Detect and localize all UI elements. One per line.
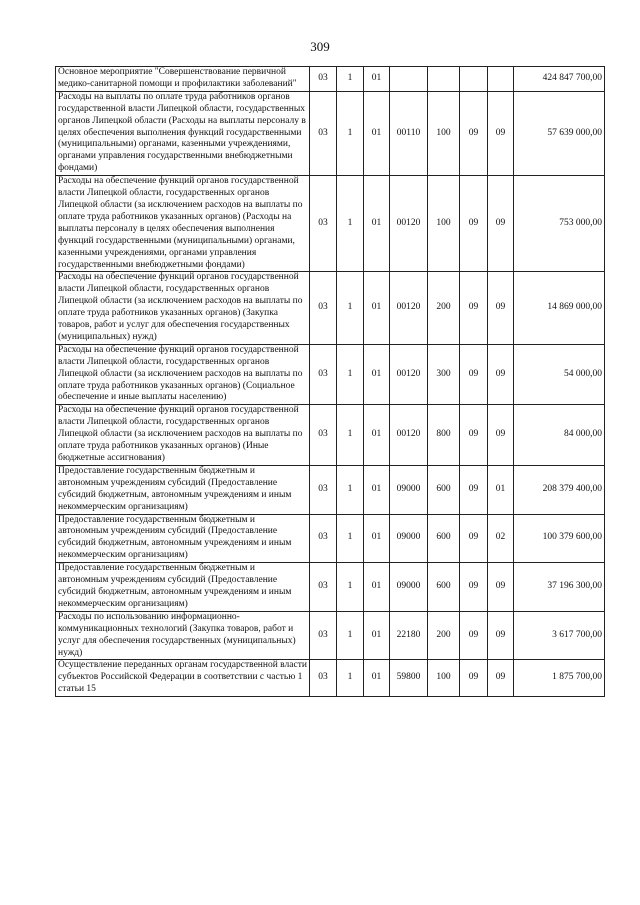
row-description: Расходы на обеспечение функций органов государственной власти Липецкой области, государственных органов Липецкой области (за исключением расходов на выплаты по оплате труда работников указанных органов) (Расходы на выплаты персоналу в целях обеспечения выполнения функций государственными (муниципальными) органами, казенными учреждениями, органами управления государственными внебюджетными фондами) [56, 176, 310, 272]
cell-rz: 09 [460, 465, 488, 514]
cell-pr: 09 [488, 176, 514, 272]
cell-amount: 3 617 700,00 [514, 611, 605, 660]
cell-amount: 54 000,00 [514, 344, 605, 405]
table-row [56, 563, 605, 612]
cell-amount: 753 000,00 [514, 176, 605, 272]
cell-gr: 03 [310, 611, 337, 660]
cell-rz: 09 [460, 91, 488, 175]
table-row [56, 91, 605, 175]
cell-pp: 1 [337, 611, 364, 660]
cell-gr: 03 [310, 67, 337, 92]
cell-gr: 03 [310, 344, 337, 405]
cell-cs: 09000 [390, 514, 428, 563]
cell-pp: 1 [337, 514, 364, 563]
table-row [56, 67, 605, 92]
cell-vr: 300 [428, 344, 460, 405]
table-row [56, 272, 605, 344]
cell-pp: 1 [337, 91, 364, 175]
cell-rz: 09 [460, 272, 488, 344]
cell-pr: 09 [488, 660, 514, 697]
cell-vr [428, 67, 460, 92]
cell-pp: 1 [337, 465, 364, 514]
table-row [56, 465, 605, 514]
cell-amount: 100 379 600,00 [514, 514, 605, 563]
cell-rz: 09 [460, 405, 488, 466]
cell-pp: 1 [337, 272, 364, 344]
cell-pp: 1 [337, 405, 364, 466]
cell-rz: 09 [460, 344, 488, 405]
cell-rz: 09 [460, 176, 488, 272]
cell-vr: 200 [428, 272, 460, 344]
row-description: Основное мероприятие "Совершенствование первичной медико-санитарной помощи и профилактики заболеваний" [56, 67, 310, 92]
cell-os: 01 [364, 344, 390, 405]
cell-amount: 57 639 000,00 [514, 91, 605, 175]
cell-pr: 09 [488, 344, 514, 405]
table-row [56, 344, 605, 405]
row-description: Осуществление переданных органам государственной власти субъектов Российской Федерации в соответствии с частью 1 статьи 15 [56, 660, 310, 697]
cell-pr: 09 [488, 405, 514, 466]
cell-pp: 1 [337, 344, 364, 405]
cell-cs: 09000 [390, 465, 428, 514]
cell-vr: 600 [428, 563, 460, 612]
cell-rz: 09 [460, 660, 488, 697]
cell-gr: 03 [310, 660, 337, 697]
cell-cs: 00120 [390, 272, 428, 344]
cell-cs: 59800 [390, 660, 428, 697]
cell-pp: 1 [337, 67, 364, 92]
cell-amount: 1 875 700,00 [514, 660, 605, 697]
cell-pp: 1 [337, 176, 364, 272]
budget-table [55, 66, 605, 697]
cell-vr: 600 [428, 465, 460, 514]
table-row [56, 514, 605, 563]
cell-rz [460, 67, 488, 92]
cell-os: 01 [364, 514, 390, 563]
cell-os: 01 [364, 67, 390, 92]
table-row [56, 405, 605, 466]
cell-amount: 208 379 400,00 [514, 465, 605, 514]
cell-os: 01 [364, 176, 390, 272]
cell-amount: 424 847 700,00 [514, 67, 605, 92]
cell-pr: 09 [488, 272, 514, 344]
cell-vr: 100 [428, 660, 460, 697]
cell-gr: 03 [310, 514, 337, 563]
cell-cs: 22180 [390, 611, 428, 660]
cell-vr: 800 [428, 405, 460, 466]
cell-rz: 09 [460, 611, 488, 660]
cell-amount: 14 869 000,00 [514, 272, 605, 344]
table-row [56, 176, 605, 272]
cell-cs: 00120 [390, 176, 428, 272]
row-description: Расходы на выплаты по оплате труда работников органов государственной власти Липецкой области, государственных органов Липецкой области (Расходы на выплаты персоналу в целях обеспечения выполнения функций государственными (муниципальными) органами, казенными учреждениями, органами управления государственными внебюджетными фондами) [56, 91, 310, 175]
cell-pr: 09 [488, 563, 514, 612]
cell-os: 01 [364, 405, 390, 466]
cell-gr: 03 [310, 91, 337, 175]
cell-pr: 01 [488, 465, 514, 514]
cell-gr: 03 [310, 563, 337, 612]
row-description: Предоставление государственным бюджетным и автономным учреждениям субсидий (Предоставление субсидий бюджетным, автономным учреждениям и иным некоммерческим организациям) [56, 514, 310, 563]
table-body [56, 67, 605, 697]
cell-rz: 09 [460, 563, 488, 612]
cell-gr: 03 [310, 405, 337, 466]
cell-amount: 37 196 300,00 [514, 563, 605, 612]
cell-os: 01 [364, 563, 390, 612]
row-description: Расходы на обеспечение функций органов государственной власти Липецкой области, государственных органов Липецкой области (за исключением расходов на выплаты по оплате труда работников указанных органов) (Закупка товаров, работ и услуг для обеспечения государственных (муниципальных) нужд) [56, 272, 310, 344]
cell-gr: 03 [310, 272, 337, 344]
cell-cs: 09000 [390, 563, 428, 612]
row-description: Расходы по использованию информационно-коммуникационных технологий (Закупка товаров, работ и услуг для обеспечения государственных (муниципальных) нужд) [56, 611, 310, 660]
cell-pr: 02 [488, 514, 514, 563]
cell-pr [488, 67, 514, 92]
table-row [56, 611, 605, 660]
page-number: 309 [310, 39, 330, 54]
cell-vr: 100 [428, 91, 460, 175]
table-row [56, 660, 605, 697]
row-description: Предоставление государственным бюджетным и автономным учреждениям субсидий (Предоставление субсидий бюджетным, автономным учреждениям и иным некоммерческим организациям) [56, 563, 310, 612]
cell-amount: 84 000,00 [514, 405, 605, 466]
cell-os: 01 [364, 660, 390, 697]
cell-pr: 09 [488, 91, 514, 175]
cell-pp: 1 [337, 660, 364, 697]
cell-pr: 09 [488, 611, 514, 660]
cell-gr: 03 [310, 465, 337, 514]
cell-os: 01 [364, 91, 390, 175]
row-description: Расходы на обеспечение функций органов государственной власти Липецкой области, государственных органов Липецкой области (за исключением расходов на выплаты по оплате труда работников указанных органов) (Социальное обеспечение и иные выплаты населению) [56, 344, 310, 405]
cell-rz: 09 [460, 514, 488, 563]
cell-os: 01 [364, 611, 390, 660]
cell-os: 01 [364, 465, 390, 514]
cell-pp: 1 [337, 563, 364, 612]
cell-vr: 200 [428, 611, 460, 660]
cell-cs: 00110 [390, 91, 428, 175]
cell-vr: 100 [428, 176, 460, 272]
row-description: Расходы на обеспечение функций органов государственной власти Липецкой области, государственных органов Липецкой области (за исключением расходов на выплаты по оплате труда работников указанных органов) (Иные бюджетные ассигнования) [56, 405, 310, 466]
cell-gr: 03 [310, 176, 337, 272]
row-description: Предоставление государственным бюджетным и автономным учреждениям субсидий (Предоставление субсидий бюджетным, автономным учреждениям и иным некоммерческим организациям) [56, 465, 310, 514]
cell-vr: 600 [428, 514, 460, 563]
cell-cs: 00120 [390, 344, 428, 405]
cell-cs [390, 67, 428, 92]
cell-cs: 00120 [390, 405, 428, 466]
cell-os: 01 [364, 272, 390, 344]
